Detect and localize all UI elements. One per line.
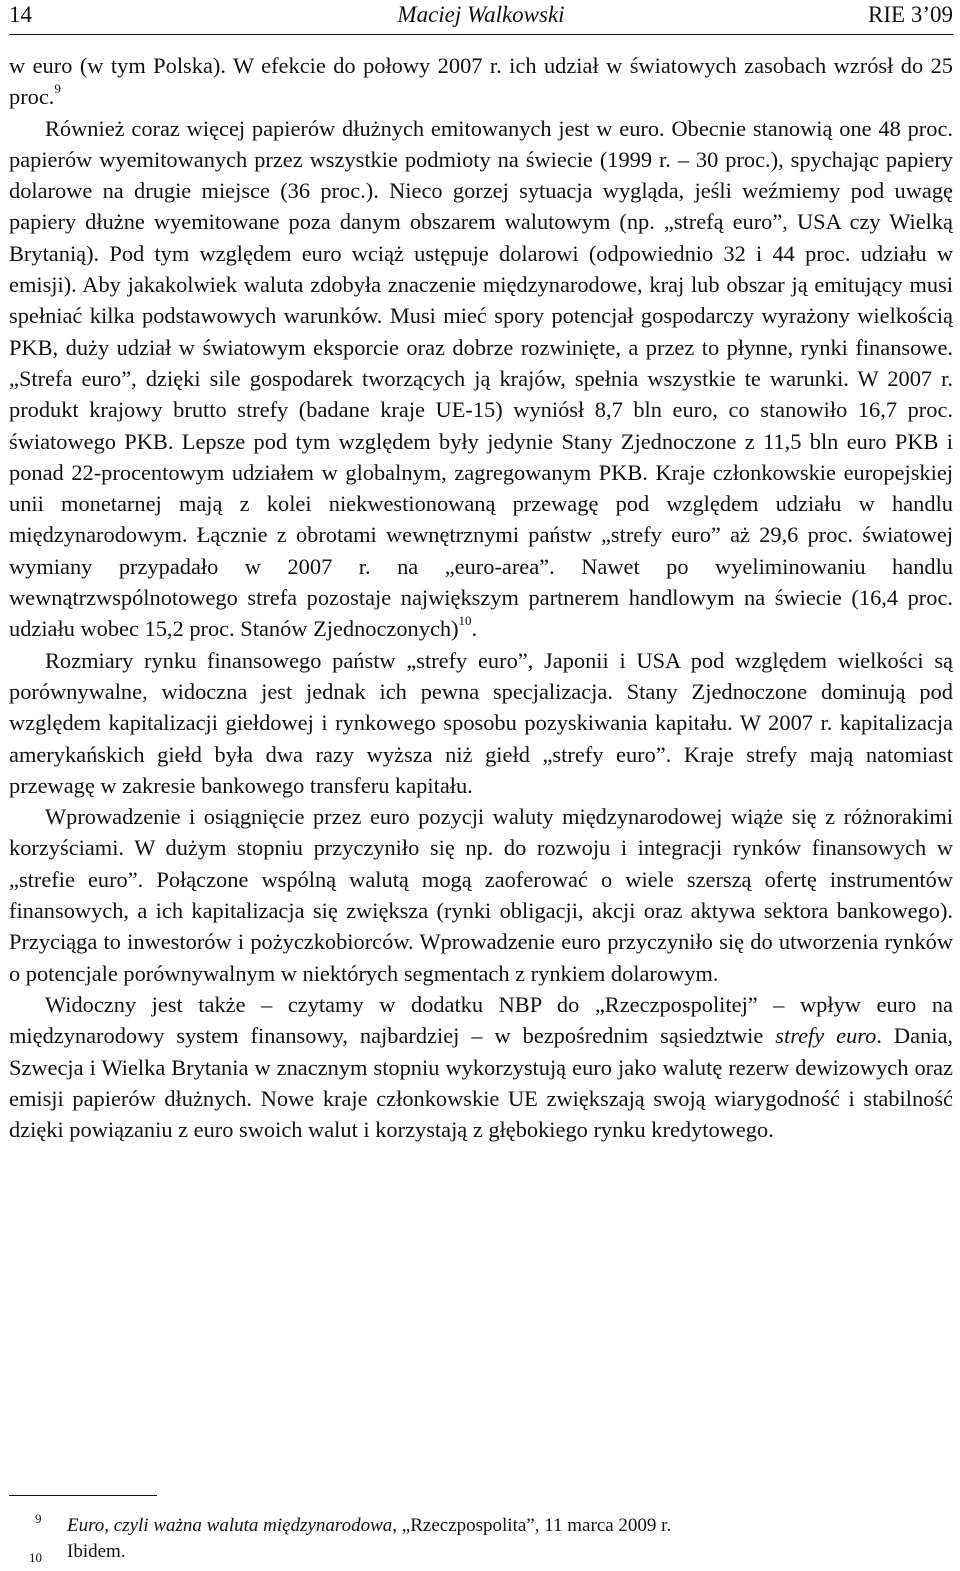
header-rule: [9, 34, 953, 35]
running-author: Maciej Walkowski: [397, 2, 565, 27]
paragraph-5: Widoczny jest także – czytamy w dodatku NBP do „Rzeczpospolitej” – wpływ euro na międzynarodowy system finansowy, najbardziej – w bezpośrednim sąsiedztwie strefy euro. Dania, Szwecja i Wielka Brytania w znacznym stopniu wykorzystują euro jako walutę rezerw dewizowych oraz emisji papierów dłużnych. Nowe kraje członkowskie UE zwiększają swoją wiarygodność i stabilność dzięki powiązaniu z euro swoich walut i korzystają z głębokiego rynku kredytowego.: [9, 991, 953, 1143]
footnote-9: 9 Euro, czyli ważna waluta międzynarodowa, „Rzeczpospolita”, 11 marca 2009 r.: [9, 1513, 953, 1539]
paragraph-3: Rozmiary rynku finansowego państw „strefy euro”, Japonii i USA pod względem wielkości są porównywalne, widoczna jest jednak ich pewna specjalizacja. Stany Zjednoczone dominują pod względem kapitalizacji giełdowej i rynkowego sposobu pozyskiwania kapitału. W 2007 r. kapitalizacja amerykańskich giełd była dwa razy wyższa niż giełd „strefy euro”. Kraje strefy mają natomiast przewagę w zakresie bankowego transferu kapitału.: [9, 647, 953, 798]
page-number: 14: [9, 2, 32, 27]
running-header: [9, 0, 953, 30]
paragraph-4: Wprowadzenie i osiągnięcie przez euro pozycji waluty międzynarodowej wiąże się z różnorakimi korzyściami. W dużym stopniu przyczyniło się np. do rozwoju i integracji rynków finansowych w „strefie euro”. Połączone wspólną walutą mogą zaoferować o wiele szerszą ofertę instrumentów finansowych, a ich kapitalizacja się zwiększa (rynki obligacji, akcji oraz aktywa sektora bankowego). Przyciąga to inwestorów i pożyczkobiorców. Wprowadzenie euro przyczyniło się do utworzenia rynków o potencjale porównywalnym w niektórych segmentach z rynkiem dolarowym.: [9, 804, 953, 986]
footnotes: [9, 1513, 953, 1565]
paragraph-2: Również coraz więcej papierów dłużnych emitowanych jest w euro. Obecnie stanowią one 48 proc. papierów wyemitowanych przez wszystkie podmioty na świecie (1999 r. – 30 proc.), spychając papiery dolarowe na drugie miejsce (36 proc.). Nieco gorzej sytuacja wygląda, jeśli weźmiemy pod uwagę papiery dłużne wyemitowane poza danym obszarem walutowym (np. „strefą euro”, USA czy Wielką Brytanią). Pod tym względem euro wciąż ustępuje dolarowi (odpowiednio 32 i 44 proc. udziału w emisji). Aby jakakolwiek waluta zdobyła znaczenie międzynarodowe, kraj lub obszar ją emitujący musi spełniać kilka podstawowych warunków. Musi mieć spory potencjał gospodarczy wyrażony wielkością PKB, duży udział w światowym eksporcie oraz dobrze rozwinięte, a przez to płynne, rynki finansowe. „Strefa euro”, dzięki sile gospodarek tworzących ją krajów, spełnia wszystkie te warunki. W 2007 r. produkt krajowy brutto strefy (badane kraje UE-15) wyniósł 8,7 bln euro, co stanowiło 16,7 proc. światowego PKB. Lepsze pod tym względem były jedynie Stany Zjednoczone z 11,5 bln euro PKB i ponad 22-procentowym udziałem w globalnym, zagregowanym PKB. Kraje członkowskie europejskiej unii monetarnej mają z kolei niekwestionowaną przewagę pod względem udziału w handlu międzynarodowym. Łącznie z obrotami wewnętrznymi państw „strefy euro” aż 29,6 proc. światowej wymiany przypadało w 2007 r. na „euro-area”. Nawet po wyeliminowaniu handlu wewnątrzwspólnotowego strefa pozostaje największym partnerem handlowym na świecie (16,4 proc. udziału wobec 15,2 proc. Stanów Zjednoczonych)$^{10}$.: [9, 115, 953, 642]
footnote-mark: 9: [35, 1511, 42, 1526]
footnote-ref-9[interactable]: 9: [54, 81, 61, 97]
journal-issue: RIE 3’09: [868, 2, 953, 27]
footnote-10: 10 Ibidem.: [9, 1539, 953, 1565]
footnote-mark: 10: [29, 1550, 42, 1565]
footnote-ref-10[interactable]: 10: [458, 613, 472, 629]
paragraph-1: w euro (w tym Polska). W efekcie do połowy 2007 r. ich udział w światowych zasobach wzrósł do 25 proc.$^9$: [9, 53, 953, 110]
footnote-rule: [9, 1495, 157, 1496]
body-text: [9, 50, 953, 1145]
